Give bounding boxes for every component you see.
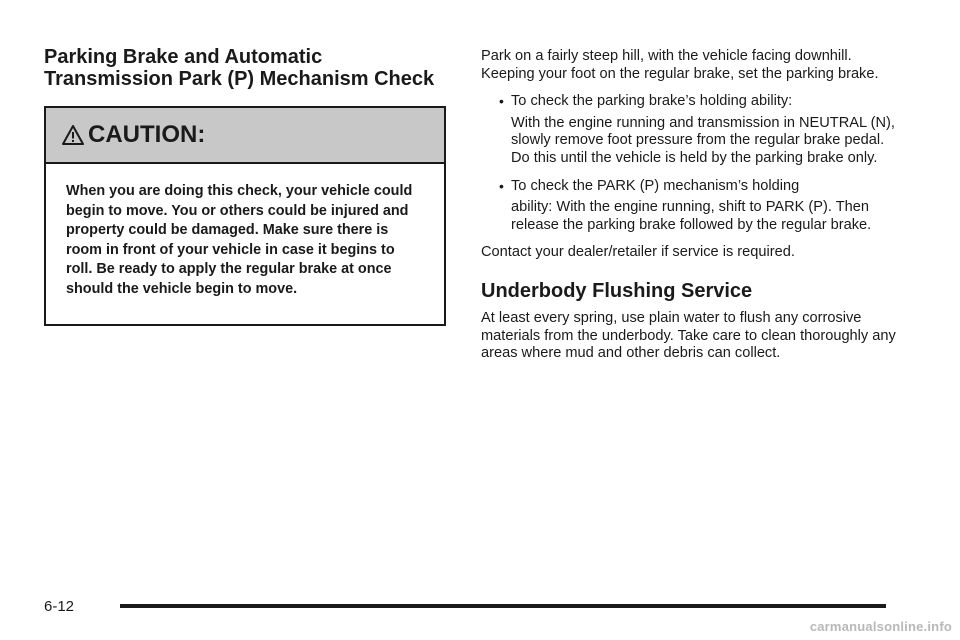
bullet-lead: To check the PARK (P) mechanism’s holding [511,177,800,194]
left-column [44,46,446,90]
caution-box [44,106,446,326]
list-item [481,93,901,167]
page-number: 6-12 [44,598,75,615]
bullet-text: ability: With the engine running, shift to PARK (P). Then release the parking brake followed by the regular brake. [511,199,872,233]
bullet-icon: • [499,177,504,194]
footer-divider [120,604,886,608]
warning-triangle-icon [62,124,84,146]
section-title: Parking Brake and Automatic Transmission Park (P) Mechanism Check [44,46,435,90]
caution-title: CAUTION: [88,121,206,148]
contact-paragraph: Contact your dealer/retailer if service is required. [481,244,795,261]
watermark: carmanualsonline.info [809,619,952,634]
bullet-lead: To check the parking brake’s holding ability: [511,93,793,110]
caution-header [46,108,444,164]
bullet-icon: • [499,93,504,110]
list-item [481,178,901,235]
caution-text: When you are doing this check, your vehicle could begin to move. You or others could be injured and property could be damaged. Make sure there is room in front of your vehicle in case it begins to roll. Be ready to apply the regular brake at once should the vehicle begin to move. [66,183,413,297]
underbody-heading: Underbody Flushing Service [481,279,753,302]
bullet-text: With the engine running and transmission in NEUTRAL (N), slowly remove foot pressure from the regular brake pedal. Do this until the vehicle is held by the parking brake only. [511,114,895,166]
check-list [481,93,901,234]
intro-paragraph: Park on a fairly steep hill, with the vehicle facing downhill. Keeping your foot on the regular brake, set the parking brake. [481,48,879,82]
right-column [481,48,901,363]
underbody-paragraph: At least every spring, use plain water to flush any corrosive materials from the underbody. Take care to clean thoroughly any areas where mud and other debris can collect. [481,309,896,362]
